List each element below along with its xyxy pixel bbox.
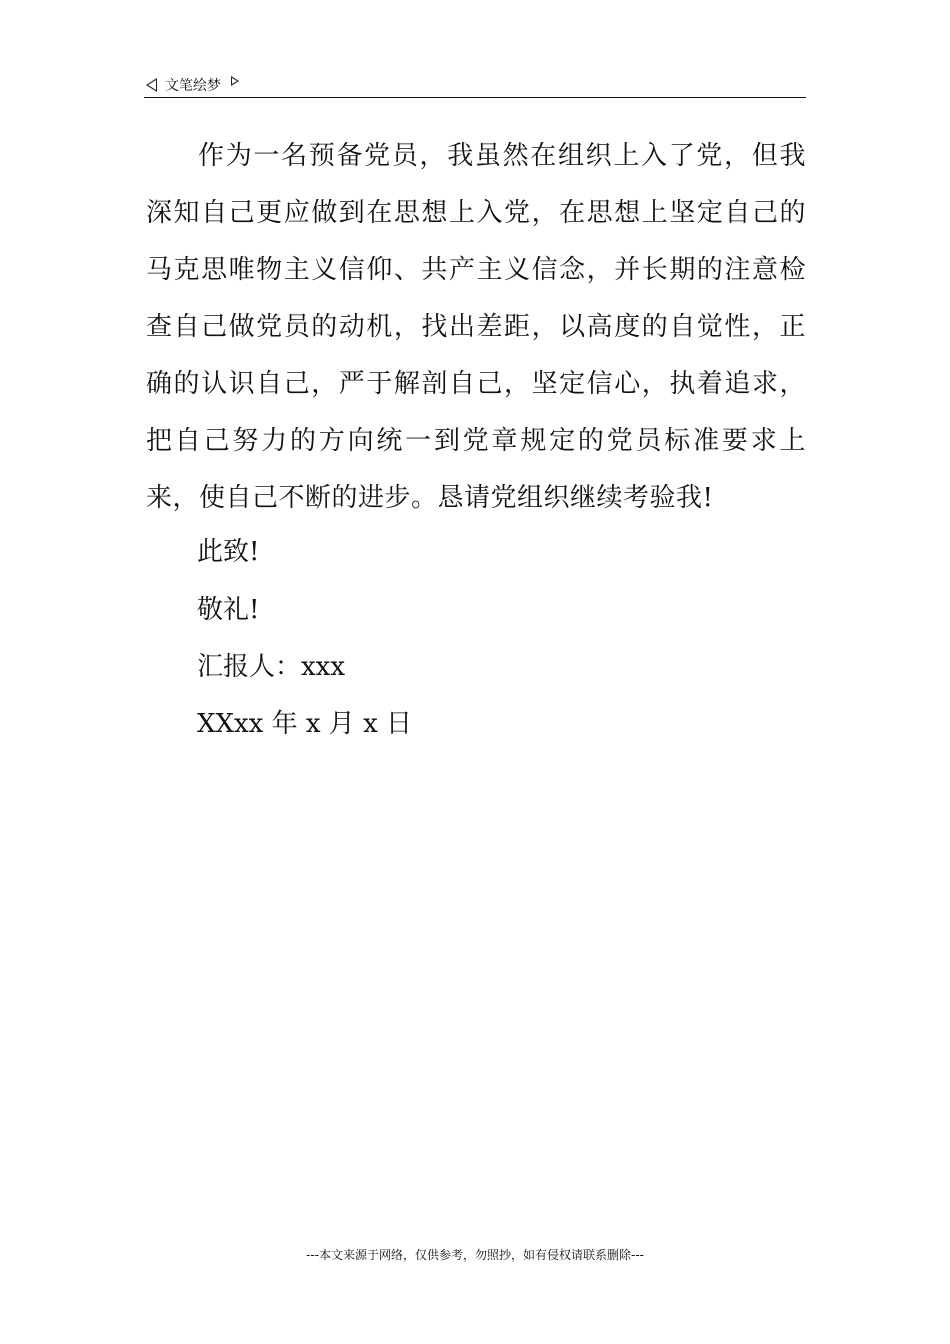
footer-disclaimer: ---本文来源于网络，仅供参考，勿照抄，如有侵权请联系删除--- xyxy=(306,1248,644,1262)
header-title: 文笔绘梦 xyxy=(165,78,221,94)
page-header xyxy=(146,74,806,96)
triangle-left-icon xyxy=(146,78,157,92)
triangle-right-icon xyxy=(231,76,239,86)
report-date: XXxx 年 x 月 x 日 xyxy=(197,709,412,739)
reporter-signature: 汇报人：xxx xyxy=(197,652,345,682)
closing-salutation: 此致! xyxy=(197,537,260,567)
header-divider xyxy=(144,97,806,98)
body-paragraph: 作为一名预备党员，我虽然在组织上入了党，但我深知自己更应做到在思想上入党，在思想上坚定自己的马克思唯物主义信仰、共产主义信念，并长期的注意检查自己做党员的动机，找出差距，以高度的自觉性，正确的认识自己，严于解剖自己，坚定信心，执着追求，把自己努力的方向统一到党章规定的党员标准要求上来，使自己不断的进步。恳请党组织继续考验我! xyxy=(146,141,806,513)
closing-regards: 敬礼! xyxy=(197,595,260,625)
